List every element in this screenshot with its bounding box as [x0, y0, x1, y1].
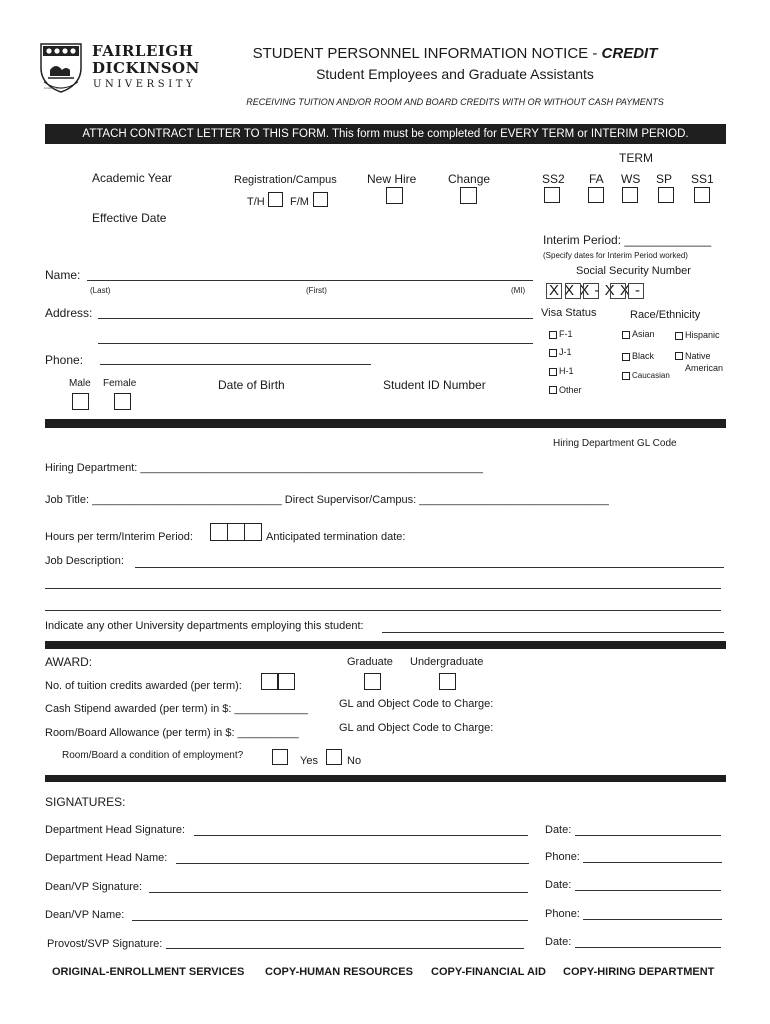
hours-box-2[interactable] — [227, 523, 245, 541]
term-ss1-checkbox[interactable] — [694, 187, 710, 203]
term-ws-label: WS — [621, 172, 641, 186]
hours-box-3[interactable] — [244, 523, 262, 541]
tuition-credits-label: No. of tuition credits awarded (per term): — [45, 680, 242, 692]
dean-name-label: Dean/VP Name: — [45, 909, 125, 921]
race-black-label: Black — [632, 351, 655, 361]
job-title-field[interactable]: Job Title: _______________________________ Direct Supervisor/Campus: _______________________________ — [45, 494, 609, 506]
footer-copy-2: COPY-HUMAN RESOURCES — [265, 966, 413, 978]
dean-signature-label: Dean/VP Signature: — [45, 881, 143, 893]
provost-date-line[interactable] — [575, 947, 721, 948]
section-divider — [45, 419, 726, 428]
signatures-divider — [45, 775, 726, 782]
name-label: Name: — [45, 268, 81, 282]
other-depts-label: Indicate any other University departments employing this student: — [45, 620, 364, 632]
visa-f1-checkbox[interactable] — [549, 331, 557, 339]
race-hispanic-checkbox[interactable] — [675, 332, 683, 340]
graduate-label: Graduate — [347, 656, 393, 668]
race-asian-label: Asian — [632, 329, 655, 339]
dept-head-signature-line[interactable] — [194, 835, 528, 836]
tuition-credits-box-2[interactable] — [278, 673, 295, 690]
female-checkbox[interactable] — [114, 393, 131, 410]
hours-label: Hours per term/Interim Period: — [45, 531, 193, 543]
logo-motto: Fortiter et Suaviter — [44, 87, 65, 90]
new-hire-checkbox[interactable] — [386, 187, 403, 204]
provost-date-label: Date: — [545, 936, 572, 948]
graduate-checkbox[interactable] — [364, 673, 381, 690]
award-divider — [45, 641, 726, 649]
provost-signature-label: Provost/SVP Signature: — [47, 938, 163, 950]
form-title: STUDENT PERSONNEL INFORMATION NOTICE - CREDIT — [252, 45, 658, 62]
fm-checkbox[interactable] — [313, 192, 328, 207]
condition-no-checkbox[interactable] — [326, 749, 342, 765]
footer-copy-4: COPY-HIRING DEPARTMENT — [563, 966, 715, 978]
tuition-credits-box-1[interactable] — [261, 673, 278, 690]
term-ws-checkbox[interactable] — [622, 187, 638, 203]
visa-j1-checkbox[interactable] — [549, 349, 557, 357]
signatures-heading: SIGNATURES: — [45, 795, 126, 809]
gl-code-label: Hiring Department GL Code — [553, 438, 677, 449]
term-ss2-label: SS2 — [542, 172, 565, 186]
hiring-dept-field[interactable]: Hiring Department: ________________________________________________________ — [45, 462, 483, 474]
condition-no-label: No — [347, 755, 362, 767]
name-line[interactable] — [87, 280, 533, 281]
address-label: Address: — [45, 306, 93, 320]
visa-h1-label: H-1 — [559, 366, 574, 376]
provost-signature-line[interactable] — [166, 948, 524, 949]
visa-other-checkbox[interactable] — [549, 386, 557, 394]
termination-label: Anticipated termination date: — [266, 531, 406, 543]
undergraduate-checkbox[interactable] — [439, 673, 456, 690]
ssn-field[interactable] — [546, 282, 656, 299]
change-checkbox[interactable] — [460, 187, 477, 204]
male-checkbox[interactable] — [72, 393, 89, 410]
reg-campus-label: Registration/Campus — [234, 174, 337, 186]
footer-copy-1: ORIGINAL-ENROLLMENT SERVICES — [52, 966, 245, 978]
th-label: T/H — [247, 196, 265, 208]
dean-date-label: Date: — [545, 879, 572, 891]
term-fa-checkbox[interactable] — [588, 187, 604, 203]
race-hispanic-label: Hispanic — [685, 330, 720, 340]
dept-head-date-label: Date: — [545, 824, 572, 836]
hours-box-1[interactable] — [210, 523, 228, 541]
dean-signature-line[interactable] — [149, 892, 528, 893]
university-logo — [38, 42, 200, 94]
race-caucasian-checkbox[interactable] — [622, 372, 630, 380]
dept-head-name-label: Department Head Name: — [45, 852, 168, 864]
job-description-line-1[interactable] — [135, 567, 724, 568]
dept-head-name-line[interactable] — [176, 863, 529, 864]
room-board-field[interactable]: Room/Board Allowance (per term) in $: __________ — [45, 727, 299, 739]
dean-phone-line[interactable] — [583, 919, 722, 920]
ssn-digit-box — [583, 283, 599, 299]
dob-label: Date of Birth — [218, 378, 285, 392]
visa-j1-label: J-1 — [559, 347, 572, 357]
dept-head-date-line[interactable] — [575, 835, 721, 836]
term-ss1-label: SS1 — [691, 172, 714, 186]
dean-date-line[interactable] — [575, 890, 721, 891]
dept-head-signature-label: Department Head Signature: — [45, 824, 186, 836]
gl-charge-label-1: GL and Object Code to Charge: — [339, 698, 494, 710]
ssn-mask: X X X - X X - — [549, 282, 641, 299]
form-note: RECEIVING TUITION AND/OR ROOM AND BOARD CREDITS WITH OR WITHOUT CASH PAYMENTS — [246, 97, 664, 107]
term-sp-label: SP — [656, 172, 673, 186]
visa-h1-checkbox[interactable] — [549, 368, 557, 376]
fm-label: F/M — [290, 196, 309, 208]
term-heading: TERM — [619, 151, 653, 165]
female-label: Female — [103, 378, 137, 389]
term-ss2-checkbox[interactable] — [544, 187, 560, 203]
race-native-checkbox[interactable] — [675, 352, 683, 360]
logo-name-1: FAIRLEIGH — [92, 42, 194, 60]
job-description-label: Job Description: — [45, 555, 124, 567]
race-black-checkbox[interactable] — [622, 353, 630, 361]
job-description-line-2[interactable] — [45, 588, 721, 589]
visa-other-label: Other — [559, 385, 582, 395]
visa-status-heading: Visa Status — [541, 307, 597, 319]
other-depts-line[interactable] — [382, 632, 724, 633]
interim-period-note: (Specify dates for Interim Period worked) — [543, 251, 688, 260]
award-heading: AWARD: — [45, 655, 93, 669]
condition-yes-checkbox[interactable] — [272, 749, 288, 765]
race-native-label: Native American — [685, 351, 724, 373]
gl-charge-label-2: GL and Object Code to Charge: — [339, 722, 494, 734]
phone-label: Phone: — [45, 353, 84, 367]
student-id-label: Student ID Number — [383, 378, 486, 392]
term-fa-label: FA — [589, 172, 604, 186]
dean-phone-label: Phone: — [545, 908, 580, 920]
address-line-2[interactable] — [98, 343, 533, 344]
dept-head-phone-line[interactable] — [583, 862, 722, 863]
new-hire-label: New Hire — [367, 172, 417, 186]
form-subtitle: Student Employees and Graduate Assistants — [316, 66, 594, 82]
academic-year-label: Academic Year — [92, 171, 173, 185]
race-caucasian-label: Caucasian — [632, 371, 670, 380]
condition-label: Room/Board a condition of employment? — [62, 750, 244, 761]
ssn-digit-box — [610, 283, 626, 299]
cash-stipend-field[interactable]: Cash Stipend awarded (per term) in $: ____________ — [45, 703, 308, 715]
condition-yes-label: Yes — [300, 755, 318, 767]
dept-head-phone-label: Phone: — [545, 851, 580, 863]
instruction-banner: ATTACH CONTRACT LETTER TO THIS FORM. This form must be completed for EVERY TERM or INTERIM PERIOD. — [45, 124, 726, 144]
male-label: Male — [69, 378, 91, 389]
ssn-label: Social Security Number — [576, 265, 691, 277]
change-label: Change — [448, 172, 491, 186]
effective-date-label: Effective Date — [92, 211, 167, 225]
footer-copy-3: COPY-FINANCIAL AID — [431, 966, 546, 978]
race-heading: Race/Ethnicity — [630, 309, 701, 321]
logo-name-2: DICKINSON — [92, 59, 200, 77]
address-line-1[interactable] — [98, 318, 533, 319]
term-sp-checkbox[interactable] — [658, 187, 674, 203]
phone-line[interactable] — [100, 364, 371, 365]
mi-caption: (MI) — [511, 286, 526, 295]
dean-name-line[interactable] — [132, 920, 528, 921]
ssn-digit-box — [546, 283, 562, 299]
ssn-digit-box — [565, 283, 581, 299]
ssn-digit-box — [628, 283, 644, 299]
th-checkbox[interactable] — [268, 192, 283, 207]
visa-f1-label: F-1 — [559, 329, 573, 339]
undergraduate-label: Undergraduate — [410, 656, 484, 668]
race-asian-checkbox[interactable] — [622, 331, 630, 339]
last-name-caption: (Last) — [90, 286, 111, 295]
interim-period-label[interactable]: Interim Period: _____________ — [543, 233, 712, 247]
job-description-line-3[interactable] — [45, 610, 721, 611]
first-name-caption: (First) — [306, 286, 327, 295]
logo-name-3: UNIVERSITY — [93, 79, 197, 90]
